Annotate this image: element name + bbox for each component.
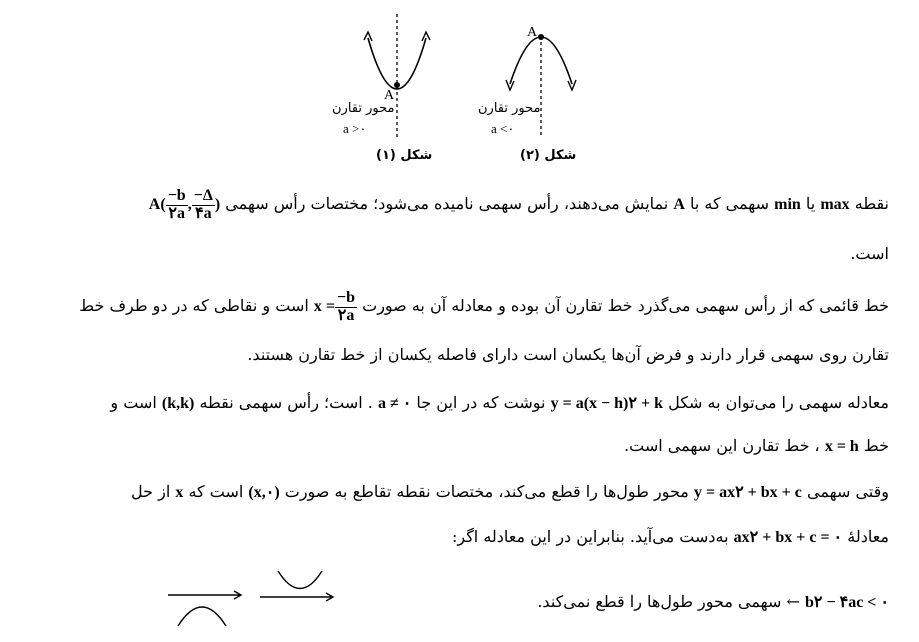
para1-line1: نقطه max یا min سهمی که با A نمایش می‌دهند، رأس سهمی نامیده می‌شود؛ مختصات رأس سهمی A( $\frac{-b}{۲a}$ , $\frac{-\Delta}{۴a}$ ): [148, 187, 889, 222]
caption-2: شکل (۲): [520, 148, 577, 163]
no-intersection-illustration: [150, 566, 350, 636]
para3-line1: معادله سهمی را می‌توان به شکل y = a(x − h)۲ + k نوشت که در این جا a ≠ ۰ . است؛ رأس سهمی نقطه (k,k) است و: [110, 393, 889, 412]
para1-line2: است.: [850, 244, 889, 263]
vertex-point-1: [394, 82, 400, 88]
para3-line2: خط x = h ، خط تقارن این سهمی است.: [624, 436, 889, 455]
para4-line1: وقتی سهمی y = ax۲ + bx + c محور طول‌ها را قطع می‌کند، مختصات نقطه تقاطع به صورت (x,۰) است که x از حل: [131, 482, 889, 501]
parabola-up-small: [278, 571, 322, 589]
para2-line2: تقارن روی سهمی قرار دارند و فرض آن‌ها یکسان است دارای فاصله یکسان از خط تقارن هستند.: [247, 345, 889, 364]
vertex-formula: A( $\frac{-b}{۲a}$ , $\frac{-\Delta}{۴a}$ ): [148, 187, 221, 222]
axis-label-2: محور تقارن: [478, 101, 541, 116]
caption-1: شکل (۱): [376, 148, 433, 163]
condition-2: a <۰: [491, 121, 515, 136]
para4-line2: معادلهٔ ax۲ + bx + c = ۰ به‌دست می‌آید. بنابراین در این معادله اگر:: [451, 527, 889, 546]
figure-1: [364, 14, 430, 138]
condition-1: a >۰: [343, 121, 367, 136]
para2-line1: خط قائمی که از رأس سهمی می‌گذرد خط تقارن آن بوده و معادله آن به صورت x = $\frac{-b}{۲a}$ است و نقاطی که در دو طرف خط: [79, 289, 889, 324]
figure-2: [506, 25, 576, 138]
parabola-figures: [0, 0, 919, 175]
vertex-label-1: A: [384, 88, 395, 103]
para5-line: b۲ − ۴ac < ۰ ← سهمی محور طول‌ها را قطع نمی‌کند.: [537, 592, 889, 611]
vertex-label-2: A: [527, 25, 538, 40]
parabola-down-small: [178, 607, 226, 626]
axis-label-1: محور تقارن: [332, 101, 395, 116]
vertex-point-2: [538, 34, 544, 40]
